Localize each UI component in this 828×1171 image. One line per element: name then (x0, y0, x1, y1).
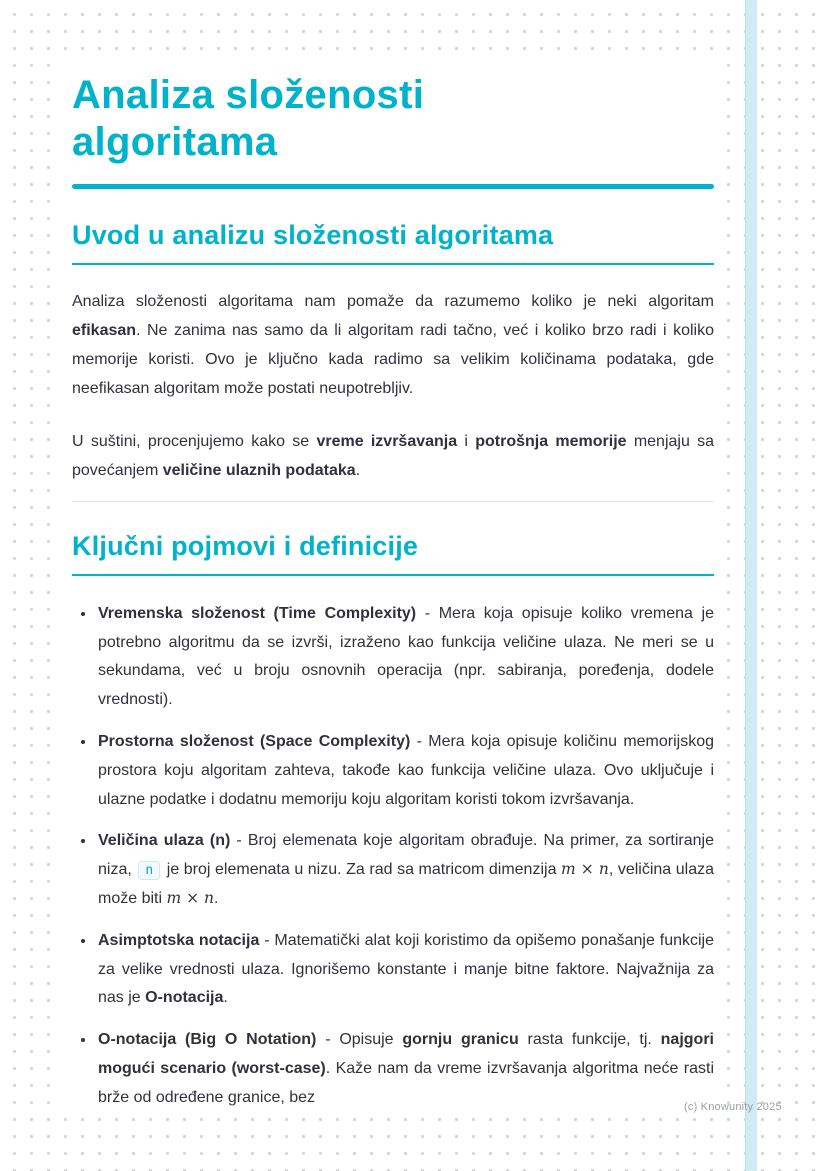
section-heading-underline (72, 574, 714, 576)
section-divider (72, 501, 714, 502)
document-title-line-1: Analiza složenosti (72, 73, 425, 117)
section-heading-key-terms: Ključni pojmovi i definicije (72, 531, 419, 562)
section-heading-intro: Uvod u analizu složenosti algoritama (72, 220, 554, 251)
document-title (72, 72, 714, 166)
definition-list (72, 600, 714, 1112)
content-card (60, 62, 724, 1112)
list-item-time-complexity: • Vremenska složenost (Time Complexity) - Mera koja opisuje koliko vremena je potrebno algoritmu da se izvrši, izraženo kao funkcija veličine ulaza. Ne meri se u sekundama, već u broju osnovnih operacija (npr. sabiranja, poređenja, dodele vrednosti). (96, 600, 714, 715)
list-item-input-size: • Veličina ulaza (n) - Broj elemenata koje algoritam obrađuje. Na primer, za sortiranje niza, n je broj elemenata u nizu. Za rad sa matricom dimenzija m × n, veličina ulaza može biti m × n. (96, 827, 714, 913)
copyright-footer: (c) Knowunity 2025 (684, 1101, 782, 1113)
section-key-terms (72, 530, 714, 1112)
list-item-big-o-notation: • O-notacija (Big O Notation) - Opisuje gornju granicu rasta funkcije, tj. najgori mogući scenario (worst-case). Kaže nam da vreme izvršavanja algoritma neće rasti brže od određene granice, bez (96, 1026, 714, 1112)
page-edge-stripe (745, 0, 757, 1171)
section-heading-underline (72, 263, 714, 265)
intro-paragraph-2: U suštini, procenjujemo kako se vreme izvršavanja i potrošnja memorije menjaju sa povećanjem veličine ulaznih podataka. (72, 433, 715, 480)
list-item-space-complexity: • Prostorna složenost (Space Complexity) - Mera koja opisuje količinu memorijskog prostora koju algoritam zahteva, takođe kao funkcija veličine ulaza. Ovo uključuje i ulazne podatke i dodatnu memoriju koju algoritam koristi tokom izvršavanja. (96, 728, 714, 814)
list-item-asymptotic-notation: • Asimptotska notacija - Matematički alat koji koristimo da opišemo ponašanje funkcije za velike vrednosti ulaza. Ignorišemo konstante i manje bitne faktore. Najvažnija za nas je O-notacija. (96, 927, 714, 1013)
section-intro (72, 219, 714, 485)
document-title-line-2: algoritama (72, 120, 278, 165)
title-underline-rule (72, 184, 714, 189)
intro-paragraph-1: Analiza složenosti algoritama nam pomaže da razumemo koliko je neki algoritam efikasan. Ne zanima nas samo da li algoritam radi tačno, već i koliko brzo radi i koliko memorije koristi. Ovo je ključno kada radimo sa velikim količinama podataka, gde neefikasan algoritam može postati neupotrebljiv. (72, 292, 714, 398)
